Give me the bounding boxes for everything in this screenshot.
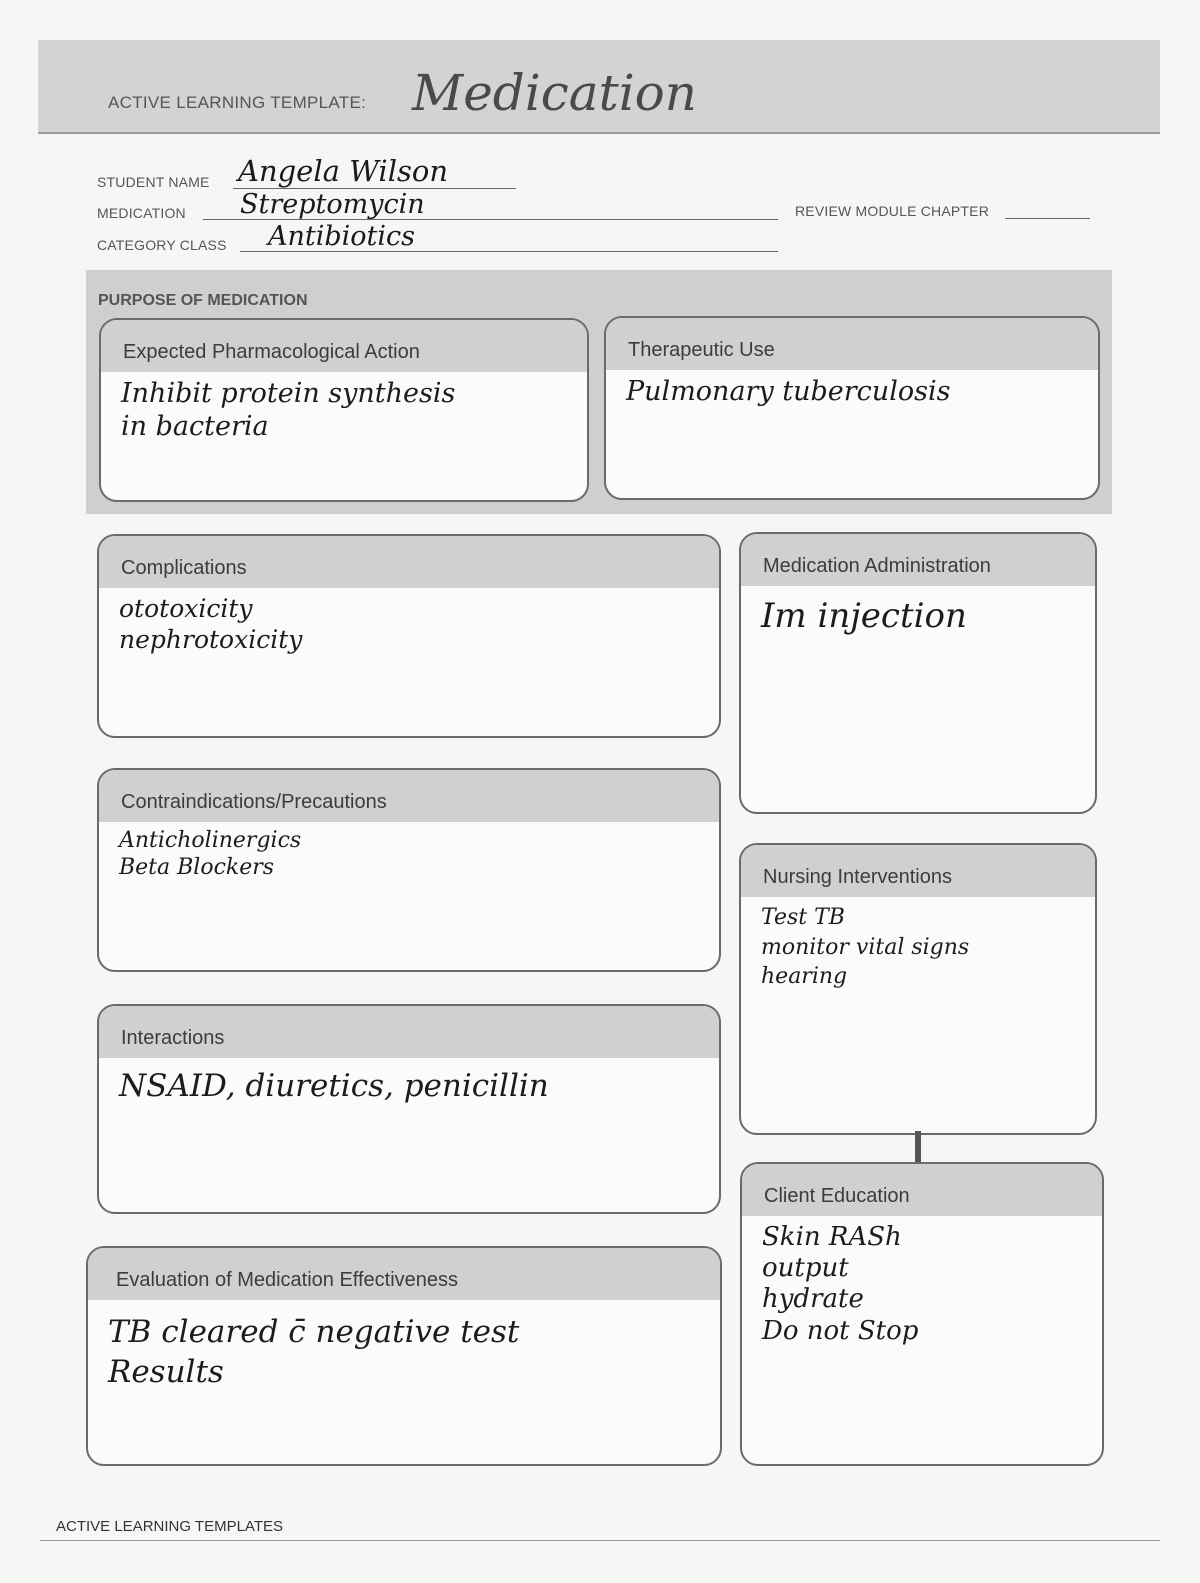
medication-label: MEDICATION [97,205,186,221]
evaluation-line: Results [108,1354,224,1391]
nursing-interventions-text [741,897,1095,998]
evaluation-line: TB cleared c̄ negative test [108,1314,520,1350]
client-education-line: Skin RASh [762,1222,902,1252]
student-name-field[interactable]: Angela Wilson [238,154,448,188]
nursing-interventions-line: Test TB [761,905,845,930]
page-title: Medication [412,64,697,122]
complications-box[interactable] [97,534,721,738]
administration-box[interactable] [739,532,1097,814]
contraindications-title: Contraindications/Precautions [99,770,719,822]
administration-text [741,586,1095,643]
client-education-line: hydrate [762,1284,864,1315]
contraindications-line: Beta Blockers [119,854,275,880]
complications-text [99,588,719,661]
interactions-box[interactable] [97,1004,721,1214]
complications-line: ototoxicity [119,594,253,623]
category-class-label: CATEGORY CLASS [97,237,227,253]
expected-action-line: in bacteria [121,410,269,442]
evaluation-box[interactable] [86,1246,722,1466]
footer-label: ACTIVE LEARNING TEMPLATES [56,1518,283,1535]
review-chapter-label: REVIEW MODULE CHAPTER [795,203,989,219]
administration-title: Medication Administration [741,534,1095,586]
interactions-text [99,1058,719,1112]
header-prefix: ACTIVE LEARNING TEMPLATE: [108,93,367,112]
client-education-title: Client Education [742,1164,1102,1216]
review-chapter-underline [1005,218,1090,219]
box-connector [915,1131,921,1165]
contraindications-box[interactable] [97,768,721,972]
complications-title: Complications [99,536,719,588]
purpose-label: PURPOSE OF MEDICATION [98,292,308,309]
medication-field[interactable]: Streptomycin [240,189,425,220]
therapeutic-use-text [606,370,1098,415]
client-education-text [742,1216,1102,1353]
client-education-box[interactable] [740,1162,1104,1466]
nursing-interventions-title: Nursing Interventions [741,845,1095,897]
contraindications-text [99,822,719,888]
therapeutic-use-line: Pulmonary tuberculosis [626,376,951,407]
nursing-interventions-line: hearing [761,964,848,990]
therapeutic-use-box[interactable] [604,316,1100,500]
expected-action-line: Inhibit protein synthesis [121,378,456,409]
contraindications-line: Anticholinergics [119,828,302,853]
expected-action-text [101,372,587,450]
complications-line: nephrotoxicity [119,624,303,654]
client-education-line: Do not Stop [762,1315,919,1346]
category-class-field[interactable]: Antibiotics [268,221,416,252]
administration-line: Im injection [761,596,967,636]
nursing-interventions-line: monitor vital signs [761,934,970,960]
client-education-line: output [762,1253,849,1284]
interactions-line: NSAID, diuretics, penicillin [119,1068,549,1104]
evaluation-text [88,1300,720,1399]
nursing-interventions-box[interactable] [739,843,1097,1135]
student-name-label: STUDENT NAME [97,174,210,190]
therapeutic-use-title: Therapeutic Use [606,318,1098,370]
expected-action-box[interactable] [99,318,589,502]
expected-action-title: Expected Pharmacological Action [101,320,587,372]
evaluation-title: Evaluation of Medication Effectiveness [88,1248,720,1300]
footer-rule [40,1540,1160,1541]
interactions-title: Interactions [99,1006,719,1058]
